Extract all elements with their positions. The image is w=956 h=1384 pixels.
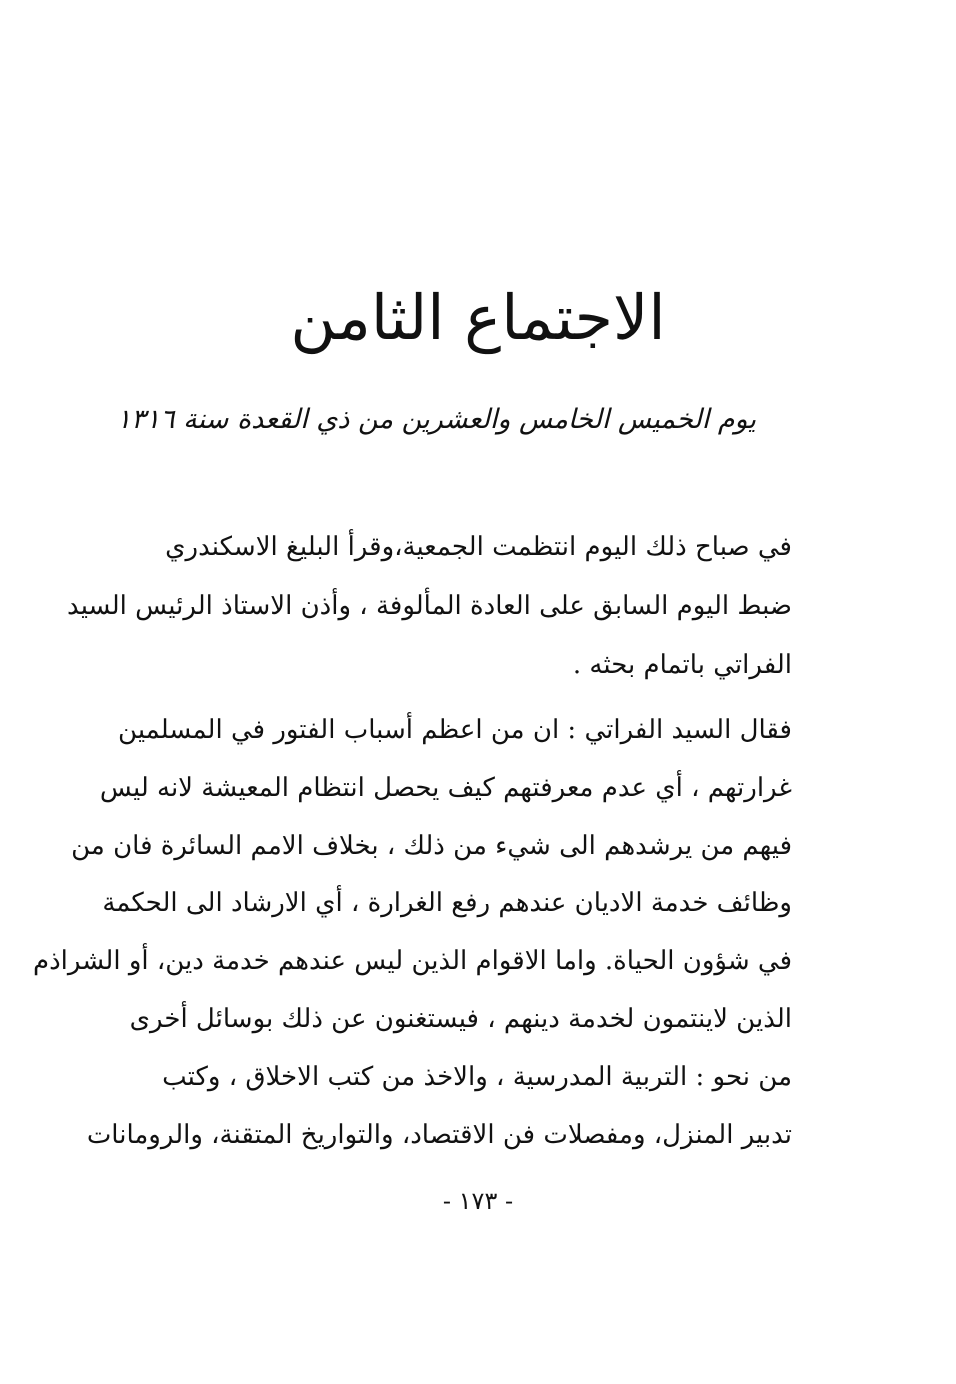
text-line: وظائف خدمة الاديان عندهم رفع الغرارة ، أي الارشاد الى الحكمة xyxy=(102,888,792,919)
paragraph-1 xyxy=(67,518,792,695)
text-line: غرارتهم ، أي عدم معرفتهم كيف يحصل انتظام المعيشة لانه ليس xyxy=(99,772,792,803)
page-number: - ١٧٣ - xyxy=(442,1187,514,1215)
text-line: الفراتي باتمام بحثه . xyxy=(572,650,792,680)
paragraph-2 xyxy=(32,702,792,1164)
text-line: من نحو : التربية المدرسية ، والاخذ من كتب الاخلاق ، وكتب xyxy=(162,1061,792,1092)
text-line: في صباح ذلك اليوم انتظمت الجمعية،وقرأ البليغ الاسكندري xyxy=(165,532,792,562)
date-line: يوم الخميس الخامس والعشرين من ذي القعدة سنة ١٣١٦ xyxy=(116,404,756,435)
text-line: فقال السيد الفراتي : ان من اعظم أسباب الفتور في المسلمين xyxy=(118,715,792,745)
text-line: فيهم من يرشدهم الى شيء من ذلك ، بخلاف الامم السائرة فان من xyxy=(71,830,792,861)
text-line: في شؤون الحياة. واما الاقوام الذين ليس عندهم خدمة دين، أو الشراذم xyxy=(32,946,792,977)
text-line: الذين لاينتمون لخدمة دينهم ، فيستغنون عن ذلك بوسائل أخرى xyxy=(129,1003,792,1034)
text-line: تدبير المنزل، ومفصلات فن الاقتصاد، والتواريخ المتقنة، والرومانات xyxy=(86,1119,792,1150)
chapter-title: الاجتماع الثامن xyxy=(290,281,666,354)
text-line: ضبط اليوم السابق على العادة المألوفة ، وأذن الاستاذ الرئيس السيد xyxy=(67,591,792,621)
